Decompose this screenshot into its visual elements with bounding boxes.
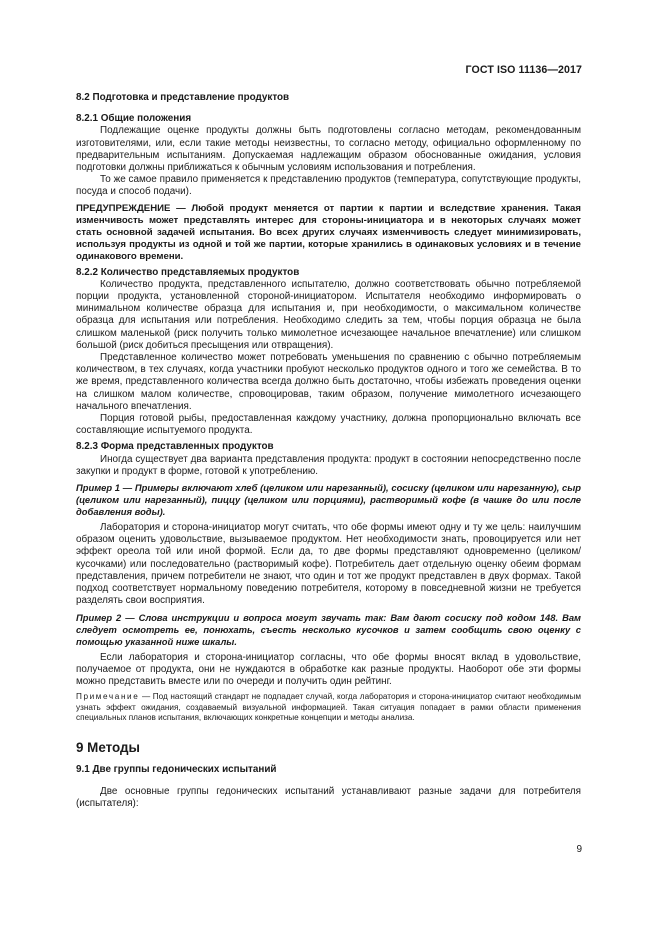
paragraph: Лаборатория и сторона-инициатор могут считать, что обе формы имеют одну и ту же цель: наилучшим образом оценить удовольствие, вызываемое продуктом. Нет необходимости знать, провоцируется или нет эффект ореола той или иной формой. Если да, то две формы представляют одновременно (целиком/кусочками) или последовательно (растворимый кофе). Потребитель дает отдельную оценку обеим формам представления, причем потребители не знают, что один и тот же продукт представлен в двух формах. Такой подход соответствует нормальному поведению потребителя, которому в повседневной жизни не требуется разделять свои восприятия. <box>76 522 581 607</box>
section-9-1-heading: 9.1 Две группы гедонических испытаний <box>76 763 277 775</box>
warning-block <box>76 203 581 263</box>
page-body <box>76 92 581 810</box>
note-label: Примечание <box>76 692 140 702</box>
document-id: ГОСТ ISO 11136—2017 <box>465 64 582 76</box>
paragraph: Количество продукта, представленного испытателю, должно соответствовать обычно потребляемой порции продукта, установленной стороной-инициатором. Испытателя необходимо информировать о минимальном количестве образца для испытания и, при необходимости, о максимальном количестве образца для испытания или потребления. Необходимо следить за тем, чтобы порция образца не была слишком маленькой (риск получить только мимолетное исчезающее начальное впечатление) или слишком большой (риск добиться пресыщения или отвращения). <box>76 278 581 351</box>
section-8-2-2-heading: 8.2.2 Количество представляемых продуктов <box>76 266 300 278</box>
paragraph: Порция готовой рыбы, предоставленная каждому участнику, должна пропорционально включать все составляющие испытуемого продукта. <box>76 413 581 437</box>
section-8-2-1-heading: 8.2.1 Общие положения <box>76 113 192 125</box>
warning-label: ПРЕДУПРЕЖДЕНИЕ — <box>76 202 186 214</box>
section-8-2-3-heading: 8.2.3 Форма представленных продуктов <box>76 441 274 453</box>
note-block <box>76 692 581 723</box>
paragraph: То же самое правило применяется к представлению продуктов (температура, сопутствующие продукты, посуда и способ подачи). <box>76 174 581 198</box>
section-8-2-heading: 8.2 Подготовка и представление продуктов <box>76 92 290 103</box>
note-text: — Под настоящий стандарт не подпадает случай, когда лаборатория и сторона-инициатор считают необходимым узнать эффект ожидания, создаваемый визуальной информацией. Такая ситуация попадает в рамки области применения специальных планов испытания, включающих конкретные концепции и методы анализа. <box>76 692 581 722</box>
paragraph: Иногда существует два варианта представления продукта: продукт в состоянии непосредственно после закупки и продукт в форме, готовой к употреблению. <box>76 453 581 477</box>
paragraph: Подлежащие оценке продукты должны быть подготовлены согласно методам, рекомендованным изготовителями, или, если такие методы неизвестны, то согласно методу, официально оформленному по предварительным испытаниям. Допускаемая надлежащим образом обоснованные ожидания, условия подготовки должны приближаться к обычным условиям использования и потребления. <box>76 125 581 174</box>
paragraph: Если лаборатория и сторона-инициатор согласны, что обе формы вносят вклад в удовольствие, получаемое от продукта, они не нуждаются в обработке как разные продукты. Наоборот обе эти формы можно представить вместе или по очереди и получить один рейтинг. <box>76 651 581 687</box>
paragraph: Представленное количество может потребовать уменьшения по сравнению с обычно потребляемым количеством, в тех случаях, когда участники пробуют несколько продуктов одного и того же семейства. В то же время, представленного количества всегда должно быть достаточно, чтобы избежать проведения оценки на слишком малом количестве, спровоцировав, таким образом, получение мимолетного исчезающего начального впечатления. <box>76 352 581 412</box>
example-2: Пример 2 — Слова инструкции и вопроса могут звучать так: Вам дают сосиску под кодом 148. Вам следует осмотреть ее, понюхать, съесть несколько кусочков и затем сообщить свою оценку с помощью указанной ниже шкалы. <box>76 611 581 647</box>
example-1: Пример 1 — Примеры включают хлеб (целиком или нарезанный), сосиску (целиком или нарезанную), сыр (целиком или нарезанный), пиццу (целиком или порциями), растворимый кофе (в чашке до или после добавления воды). <box>76 482 581 518</box>
paragraph: Две основные группы гедонических испытаний устанавливают разные задачи для потребителя (испытателя): <box>76 785 581 809</box>
page-number: 9 <box>576 844 582 855</box>
warning-text: Любой продукт меняется от партии к партии и вследствие хранения. Такая изменчивость может представлять интерес для стороны-инициатора и в некоторых случаях может стать основной задачей испытания. Во всех других случаях изменчивость следует минимизировать, используя продукты из одной и той же партии, которые хранились в одинаковых условиях и в течение одинакового времени. <box>76 202 581 262</box>
section-9-heading: 9 Методы <box>76 740 140 756</box>
